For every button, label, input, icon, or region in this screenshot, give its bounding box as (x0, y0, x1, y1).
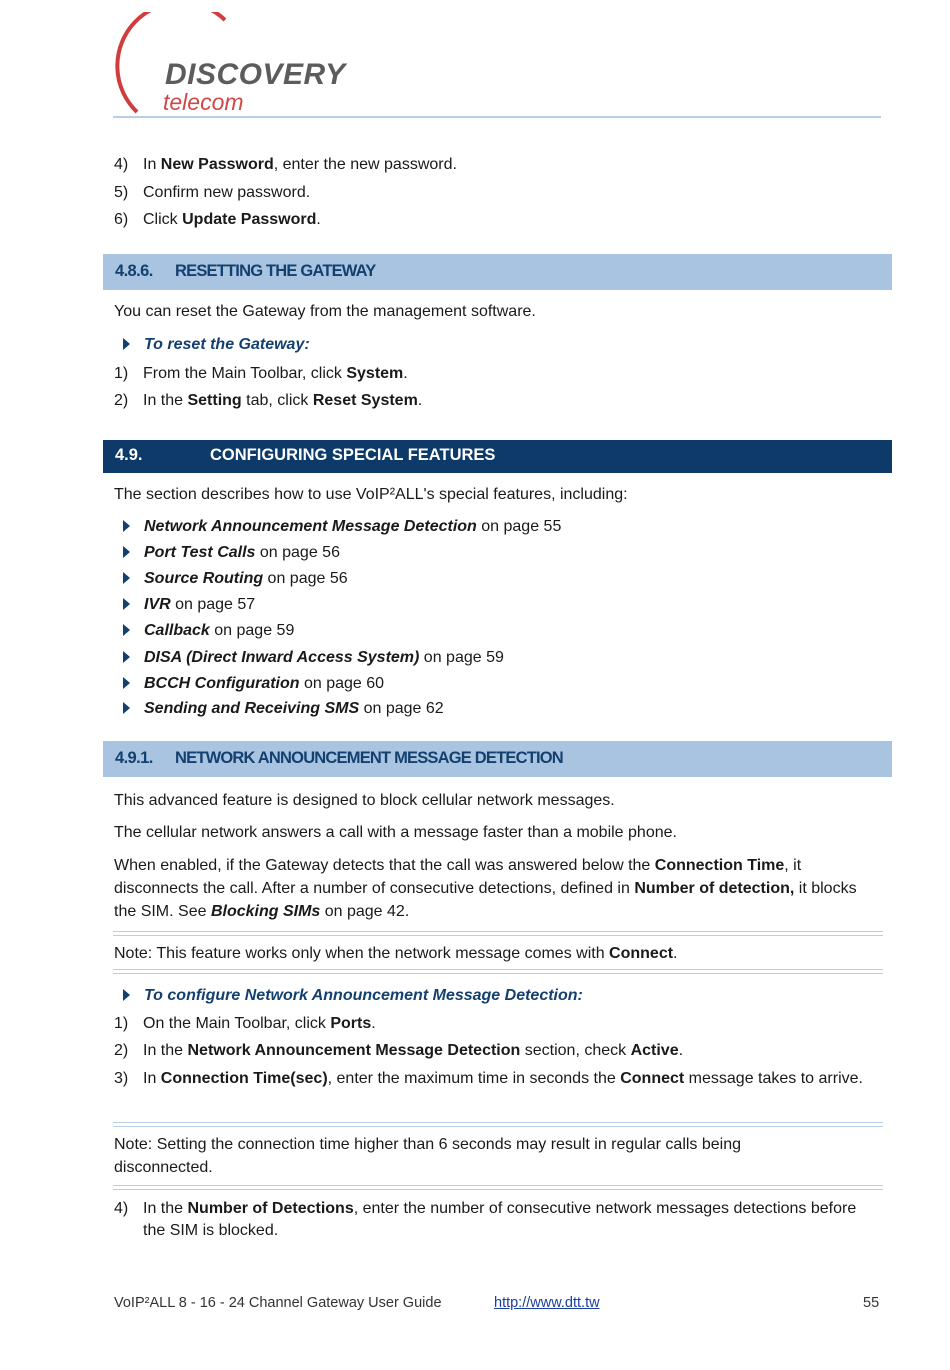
feature-link[interactable]: Callback on page 59 (144, 622, 295, 639)
step-text: In New Password, enter the new password. (143, 156, 457, 173)
section-number: 4.8.6. (115, 262, 153, 280)
section-title: CONFIGURING SPECIAL FEATURES (210, 446, 496, 464)
step-number: 5) (114, 184, 129, 201)
bullet-arrow-icon (123, 677, 130, 689)
bullet-arrow-icon (123, 651, 130, 663)
note: Note: Setting the connection time higher than 6 seconds may result in regular calls being disconnected. (114, 1136, 742, 1176)
step-text: From the Main Toolbar, click System. (143, 365, 408, 382)
feature-link[interactable]: Sending and Receiving SMS on page 62 (144, 700, 444, 717)
section-number: 4.9. (115, 446, 143, 464)
paragraph: This advanced feature is designed to block cellular network messages. (114, 792, 615, 809)
step-text: In the Number of Detections, enter the number of consecutive network messages detections before the SIM is blocked. (143, 1200, 857, 1239)
blocking-sims-link[interactable]: Blocking SIMs (210, 903, 321, 920)
feature-link[interactable]: BCCH Configuration on page 60 (144, 675, 385, 692)
step-number: 2) (114, 1042, 129, 1059)
section-number: 4.9.1. (115, 749, 153, 767)
section-intro: You can reset the Gateway from the management software. (114, 303, 536, 320)
footer-title: VoIP²ALL 8 - 16 - 24 Channel Gateway User Guide (114, 1295, 442, 1311)
note: Note: This feature works only when the network message comes with Connect. (114, 945, 678, 962)
note-divider (113, 969, 883, 974)
bullet-arrow-icon (123, 702, 130, 714)
feature-link[interactable]: Network Announcement Message Detection on page 55 (144, 518, 562, 535)
header-divider (113, 116, 881, 118)
bullet-arrow-icon (123, 624, 130, 636)
step-text: Confirm new password. (143, 184, 311, 201)
company-logo (115, 12, 375, 116)
step-text: On the Main Toolbar, click Ports. (143, 1015, 376, 1032)
feature-link[interactable]: DISA (Direct Inward Access System) on page 59 (144, 649, 504, 666)
procedure-title: To configure Network Announcement Message Detection: (144, 987, 583, 1004)
bullet-arrow-icon (123, 546, 130, 558)
bullet-arrow-icon (123, 572, 130, 584)
step-number: 3) (114, 1070, 129, 1087)
note-divider (113, 1185, 883, 1190)
step-number: 6) (114, 211, 129, 228)
step-number: 1) (114, 1015, 129, 1032)
section-title: NETWORK ANNOUNCEMENT MESSAGE DETECTION (175, 749, 563, 767)
page-number: 55 (863, 1295, 880, 1311)
step-number: 4) (114, 1200, 129, 1217)
step-text: In the Network Announcement Message Detection section, check Active. (143, 1042, 684, 1059)
procedure-title: To reset the Gateway: (144, 336, 310, 353)
feature-link[interactable]: Port Test Calls on page 56 (144, 544, 340, 561)
footer-link[interactable]: http://www.dtt.tw (494, 1295, 600, 1311)
logo-subtitle: telecom (163, 89, 244, 115)
note-divider (113, 1122, 883, 1127)
paragraph: When enabled, if the Gateway detects that the call was answered below the Connection Time, it disconnects the call. After a number of consecutive detections, defined in Number of detection, it blocks the SIM. See Blocking SIMs on page 42. (114, 857, 857, 920)
step-text: In Connection Time(sec), enter the maximum time in seconds the Connect message takes to arrive. (143, 1070, 863, 1087)
note-divider (113, 931, 883, 936)
section-heading-4-9 (103, 440, 892, 473)
logo-wordmark: DISCOVERY (165, 58, 346, 91)
step-text: In the Setting tab, click Reset System. (143, 392, 423, 409)
section-heading-4-9-1 (103, 741, 892, 777)
section-intro: The section describes how to use VoIP²ALL's special features, including: (114, 486, 628, 503)
bullet-arrow-icon (123, 598, 130, 610)
section-heading-4-8-6 (103, 254, 892, 290)
procedure-arrow-icon (123, 338, 130, 350)
step-number: 1) (114, 365, 129, 382)
section-title: RESETTING THE GATEWAY (175, 262, 376, 280)
feature-link[interactable]: IVR on page 57 (144, 596, 256, 613)
step-number: 4) (114, 156, 129, 173)
paragraph: The cellular network answers a call with a message faster than a mobile phone. (114, 824, 677, 841)
feature-link[interactable]: Source Routing on page 56 (144, 570, 348, 587)
procedure-arrow-icon (123, 989, 130, 1001)
bullet-arrow-icon (123, 520, 130, 532)
step-text: Click Update Password. (143, 211, 321, 228)
step-number: 2) (114, 392, 129, 409)
